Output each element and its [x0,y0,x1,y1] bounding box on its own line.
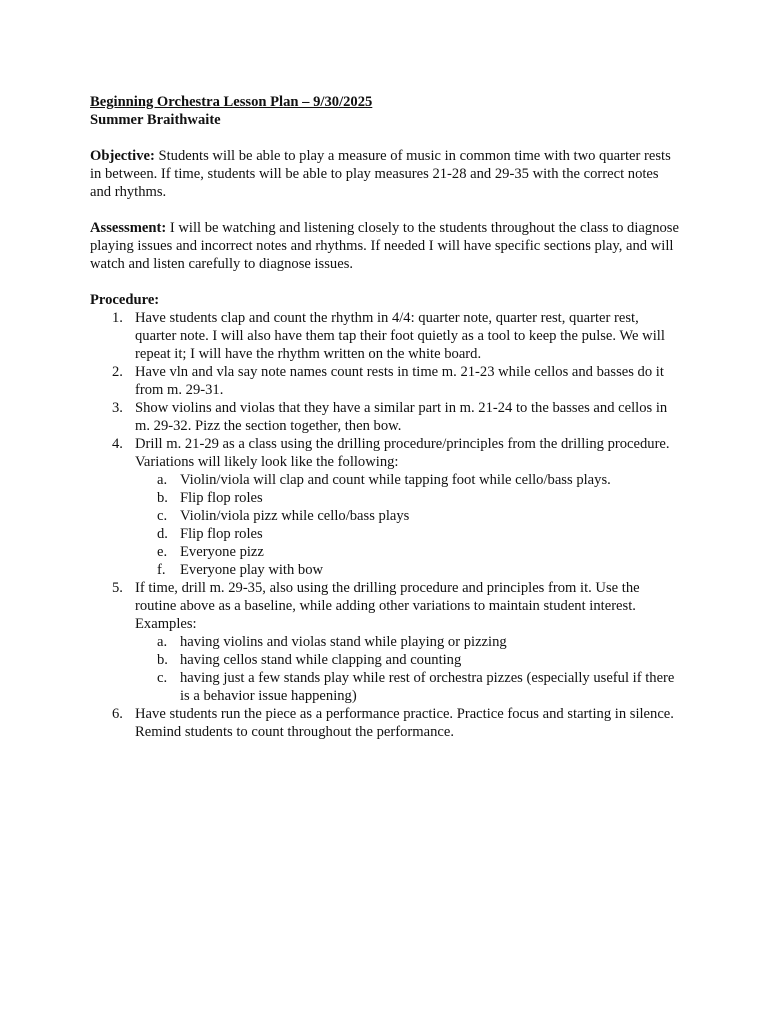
sub-step-letter: b. [157,490,168,506]
sub-step-letter: c. [157,508,168,524]
sub-step-letter: b. [157,652,168,668]
sub-step [135,561,680,579]
step-text: Drill m. 21-29 as a class using the drilling procedure/principles from the drilling procedure. Variations will likely look like the following: [135,436,670,470]
procedure-step [90,399,680,435]
step-number: 5. [112,580,123,596]
objective-paragraph [90,147,680,201]
sub-step [135,489,680,507]
assessment-label: Assessment: [90,220,167,236]
sub-step-text: having violins and violas stand while playing or pizzing [180,634,507,650]
sub-step-text: Everyone pizz [180,544,264,560]
procedure-steps-list [90,309,680,741]
step-text: Have vln and vla say note names count rests in time m. 21-23 while cellos and basses do it from m. 29-31. [135,364,664,398]
sub-step [135,471,680,489]
sub-steps-list [135,471,680,579]
procedure-step [90,435,680,579]
sub-step [135,543,680,561]
sub-step-letter: c. [157,670,168,686]
sub-step [135,507,680,525]
sub-step-text: Violin/viola will clap and count while tapping foot while cello/bass plays. [180,472,611,488]
sub-step [135,633,680,651]
procedure-step [90,579,680,705]
sub-step [135,651,680,669]
sub-step-letter: a. [157,634,168,650]
sub-step-letter: e. [157,544,168,560]
step-number: 4. [112,436,123,452]
lesson-plan-page [90,93,680,741]
step-number: 1. [112,310,123,326]
assessment-text: I will be watching and listening closely to the students throughout the class to diagnose playing issues and incorrect notes and rhythms. If needed I will have specific sections play, and will watch and listen carefully to diagnose issues. [90,220,679,272]
step-text: Show violins and violas that they have a similar part in m. 21-24 to the basses and cellos in m. 29-32. Pizz the section together, then bow. [135,400,668,434]
step-number: 3. [112,400,123,416]
sub-step [135,669,680,705]
objective-label: Objective: [90,148,155,164]
document-author: Summer Braithwaite [90,112,221,128]
document-title: Beginning Orchestra Lesson Plan – 9/30/2025 [90,94,373,110]
step-number: 2. [112,364,123,380]
sub-step-text: having just a few stands play while rest of orchestra pizzes (especially useful if there is a behavior issue happening) [180,670,675,704]
objective-text: Students will be able to play a measure of music in common time with two quarter rests in between. If time, students will be able to play measures 21-28 and 29-35 with the correct notes and rhythms. [90,148,671,200]
step-number: 6. [112,706,123,722]
step-text: Have students clap and count the rhythm in 4/4: quarter note, quarter rest, quarter rest, quarter note. I will also have them tap their foot quietly as a tool to keep the pulse. We will repeat it; I will have the rhythm written on the white board. [135,310,665,362]
procedure-step [90,309,680,363]
procedure-heading: Procedure: [90,292,160,308]
step-text: If time, drill m. 29-35, also using the drilling procedure and principles from it. Use the routine above as a baseline, while adding other variations to maintain student interest. Examples: [135,580,640,632]
sub-step-text: having cellos stand while clapping and counting [180,652,462,668]
assessment-paragraph [90,219,680,273]
procedure-step [90,363,680,399]
procedure-step [90,705,680,741]
sub-step [135,525,680,543]
step-text: Have students run the piece as a performance practice. Practice focus and starting in silence. Remind students to count throughout the performance. [135,706,674,740]
sub-step-letter: a. [157,472,168,488]
sub-step-letter: d. [157,526,168,542]
sub-step-text: Flip flop roles [180,526,263,542]
sub-step-text: Violin/viola pizz while cello/bass plays [180,508,410,524]
sub-step-text: Everyone play with bow [180,562,324,578]
sub-step-letter: f. [157,562,166,578]
sub-step-text: Flip flop roles [180,490,263,506]
sub-steps-list [135,633,680,705]
